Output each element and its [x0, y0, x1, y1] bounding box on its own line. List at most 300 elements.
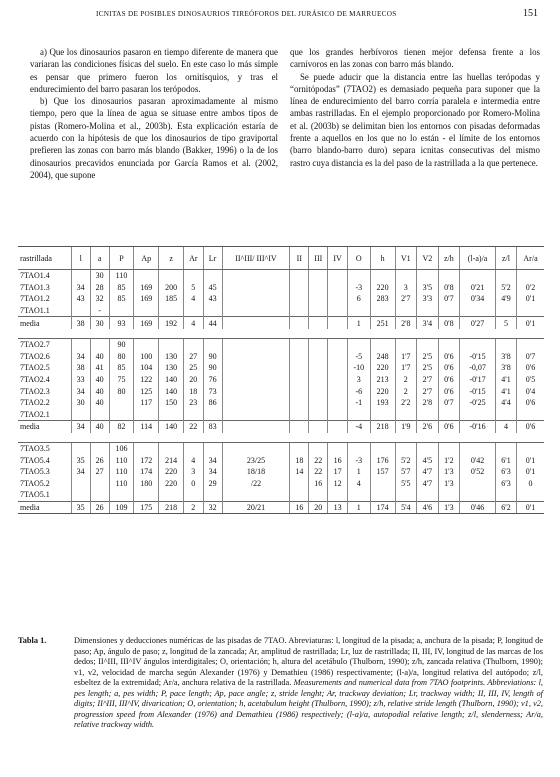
table-cell: 20 — [309, 501, 328, 514]
table-cell: 34 — [203, 454, 222, 466]
table-cell: 1 — [347, 466, 370, 478]
table-cell — [328, 317, 348, 329]
table-cell — [370, 338, 395, 350]
table-cell: 18 — [290, 454, 309, 466]
table-row — [18, 351, 544, 363]
table-cell — [109, 305, 134, 317]
table-cell — [309, 305, 328, 317]
table-cell: 1 — [347, 501, 370, 514]
table-cell — [347, 338, 370, 350]
table-cell: -0'15 — [460, 385, 496, 397]
table-cell: 18 — [184, 385, 204, 397]
table-cell: 16 — [328, 454, 348, 466]
column-header: z/h — [438, 247, 460, 270]
table-cell: 0'4 — [517, 385, 544, 397]
table-cell — [222, 338, 290, 350]
table-row — [18, 442, 544, 454]
table-cell: 34 — [71, 282, 90, 294]
table-cell: 1'9 — [395, 421, 417, 433]
table-cell: 0'7 — [438, 397, 460, 409]
table-cell — [370, 442, 395, 454]
paragraph: que los grandes herbívoros tienen mejor defensa frente a los carnívoros en las zonas con barro más blando. — [290, 47, 540, 70]
table-cell: 4'5 — [417, 454, 439, 466]
table-cell: 86 — [203, 397, 222, 409]
table-cell — [460, 489, 496, 501]
table-cell: 2'8 — [417, 397, 439, 409]
table-cell: 0'6 — [517, 362, 544, 374]
paragraph: Se puede aducir que la distancia entre las huellas terópodas y “ornitópodas” (7TAO2) es demasiado pequeña para suponer que la línea de endurecimiento del barro corría paralela e intermedia entre ambas rastrilladas. En el ejemplo proporcionado por Romero-Molina et al. (2003b) se delimitan bien los entornos con pisadas deformadas frente a aquellos en los que no lo están - el límite de los entornos (barro blando-barro duro) separa icnitas consecutivas del mismo rastro cuya distancia es la del paso de la rastrillada a la que pertenece. — [290, 71, 540, 168]
table-cell — [417, 489, 439, 501]
table-cell: 0'1 — [517, 501, 544, 514]
column-header: z — [159, 247, 184, 270]
table-cell — [203, 409, 222, 421]
spacer-cell — [18, 433, 544, 443]
table-cell — [417, 409, 439, 421]
table-cell — [328, 421, 348, 433]
table-cell: 5'4 — [395, 501, 417, 514]
column-header: Lr — [203, 247, 222, 270]
table-cell — [290, 305, 309, 317]
table-cell: 4'1 — [495, 374, 516, 386]
table-cell — [417, 305, 439, 317]
table-cell — [438, 442, 460, 454]
group-spacer — [18, 433, 544, 443]
table-cell: 185 — [159, 293, 184, 305]
table-cell: 2'6 — [417, 421, 439, 433]
table-cell: 18/18 — [222, 466, 290, 478]
table-cell: 27 — [90, 466, 109, 478]
table-cell: 1'3 — [438, 478, 460, 490]
table-cell: 35 — [71, 501, 90, 514]
table-cell: 14 — [290, 466, 309, 478]
table-cell: 3 — [347, 374, 370, 386]
table-cell: -10 — [347, 362, 370, 374]
table-cell — [290, 385, 309, 397]
column-header: (l-a)/a — [460, 247, 496, 270]
table-cell: 4 — [495, 421, 516, 433]
table-cell: 117 — [134, 397, 159, 409]
paragraph: a) Que los dinosaurios pasaron en tiempo diferente de manera que variaran las condiciones físicas del suelo. En este caso lo más simple es pensar que primero fueron los ornitísquios, y tras el endurecimiento del barro pasaran los terópodos. — [30, 47, 278, 94]
table-cell: 283 — [370, 293, 395, 305]
table-cell — [517, 270, 544, 282]
table-cell: 100 — [134, 351, 159, 363]
table-cell: 43 — [71, 293, 90, 305]
table-cell: 1'7 — [395, 351, 417, 363]
table-cell: 0'6 — [517, 397, 544, 409]
table-cell: 213 — [370, 374, 395, 386]
table-cell — [417, 270, 439, 282]
table-cell: 0'21 — [460, 282, 496, 294]
table-cell — [417, 442, 439, 454]
table-cell: 214 — [159, 454, 184, 466]
table-cell — [347, 489, 370, 501]
table-cell: -1 — [347, 397, 370, 409]
table-cell: 110 — [109, 454, 134, 466]
table-cell: 29 — [203, 478, 222, 490]
table-cell: 2'2 — [395, 397, 417, 409]
table-cell: -6 — [347, 385, 370, 397]
table-cell — [495, 409, 516, 421]
table-cell — [159, 409, 184, 421]
table-cell: 0'7 — [517, 351, 544, 363]
table-cell: -0,07 — [460, 362, 496, 374]
table-cell: 93 — [109, 317, 134, 329]
table-cell: 248 — [370, 351, 395, 363]
column-header: Ar — [184, 247, 204, 270]
row-label-cell: 7TAO2.2 — [20, 398, 50, 408]
table-cell — [438, 305, 460, 317]
row-label-cell: 7TAO3.5 — [18, 442, 71, 454]
table-cell: 20/21 — [222, 501, 290, 514]
table-header-row — [18, 247, 544, 270]
table-cell — [71, 305, 90, 317]
table-cell: 82 — [109, 421, 134, 433]
caption-english: Measurements and numerical data from 7TAO footprints. Abbreviations: l, pes length; a, pes width; P, pace length; Ap, pace angle; z, stride lenght; Ar, trackway deviation; Lr, trackway width; II, III, IV, length of digits; II^III, III^IV, divarication; O, orientation; h, acetabulum height (Thulborn, 1990); z/h, relative stride length (Thulborn, 1990); v1, v2, progression speed from Alexander (1976) and Demathieu (1986) respectively; (l-a)/a, autopodial relative length; z/l, slenderness; Ar/a, relative trackway width. — [74, 678, 543, 729]
running-title: ICNITAS DE POSIBLES DINOSAURIOS TIREÓFOROS DEL JURÁSICO DE MARRUECOS — [96, 10, 397, 18]
measurements-table — [18, 246, 544, 514]
table-cell: 0'6 — [438, 421, 460, 433]
row-label-cell: 7TAO1.1 — [20, 306, 50, 316]
table-cell — [222, 421, 290, 433]
table-cell: 140 — [159, 421, 184, 433]
table-cell: 33 — [71, 374, 90, 386]
table-cell: 27 — [184, 351, 204, 363]
table-row — [18, 338, 544, 350]
table-cell: 140 — [159, 374, 184, 386]
table-cell — [184, 409, 204, 421]
right-column — [290, 46, 540, 169]
table-cell — [222, 282, 290, 294]
table-cell: 4'7 — [417, 478, 439, 490]
table-cell: 22 — [309, 466, 328, 478]
table-cell — [347, 409, 370, 421]
table-cell — [90, 478, 109, 490]
table-cell — [90, 489, 109, 501]
row-label-cell: 7TAO2.1 — [20, 409, 50, 419]
row-label-cell: 7TAO1.3 — [20, 282, 50, 292]
table-cell — [90, 442, 109, 454]
mean-row — [18, 317, 544, 329]
table-cell — [438, 489, 460, 501]
row-label-cell: 7TAO5.1 — [20, 490, 50, 500]
row-label-cell: media — [18, 317, 71, 329]
table-cell — [370, 489, 395, 501]
table-cell: 2 — [184, 501, 204, 514]
table-cell — [347, 270, 370, 282]
table-cell: 220 — [159, 478, 184, 490]
table-cell: 2'5 — [417, 362, 439, 374]
table-cell — [159, 270, 184, 282]
table-cell: /22 — [222, 478, 290, 490]
table-cell: 3 — [184, 466, 204, 478]
table-row — [18, 489, 544, 501]
table-row — [18, 282, 544, 294]
table-cell: 34 — [71, 385, 90, 397]
table-cell: 220 — [370, 385, 395, 397]
table-cell: -0'17 — [460, 374, 496, 386]
table-cell — [71, 338, 90, 350]
row-label-cell: 7TAO5.3 — [20, 467, 50, 477]
table-cell — [438, 270, 460, 282]
table-cell: 22 — [184, 421, 204, 433]
table-cell: 140 — [159, 385, 184, 397]
table-cell: 0'5 — [517, 374, 544, 386]
row-label-cell: media — [18, 501, 71, 514]
table-cell: 0'1 — [517, 293, 544, 305]
table-cell — [203, 442, 222, 454]
table-cell: 4'9 — [495, 293, 516, 305]
table-cell: 220 — [159, 466, 184, 478]
table-cell: 2'7 — [417, 385, 439, 397]
table-cell: 2'8 — [395, 317, 417, 329]
table-cell: 0'46 — [460, 501, 496, 514]
table-cell: 0'42 — [460, 454, 496, 466]
table-cell: 32 — [203, 501, 222, 514]
table-cell: 174 — [370, 501, 395, 514]
table-cell — [309, 270, 328, 282]
table-cell: 2 — [395, 385, 417, 397]
table-cell — [222, 397, 290, 409]
table-cell: 4'6 — [417, 501, 439, 514]
table-cell: 3'4 — [417, 317, 439, 329]
table-cell: 125 — [134, 385, 159, 397]
mean-row — [18, 501, 544, 514]
table-cell — [309, 351, 328, 363]
table-cell — [159, 442, 184, 454]
table-cell — [222, 374, 290, 386]
table-cell: 5 — [184, 282, 204, 294]
table-cell: 0'2 — [517, 282, 544, 294]
table-cell — [328, 282, 348, 294]
table-cell: 0'27 — [460, 317, 496, 329]
table-cell: 80 — [109, 385, 134, 397]
column-header: IV — [328, 247, 348, 270]
table-cell — [370, 409, 395, 421]
table-cell — [417, 338, 439, 350]
table-cell — [290, 421, 309, 433]
row-label-cell: 7TAO2.4 — [20, 375, 50, 385]
table-cell: 90 — [203, 351, 222, 363]
row-label-cell: media — [18, 421, 71, 433]
table-cell: 169 — [134, 293, 159, 305]
table-cell — [222, 270, 290, 282]
table-cell — [438, 409, 460, 421]
table-cell: 80 — [109, 351, 134, 363]
table-cell: 40 — [90, 374, 109, 386]
table-cell — [109, 397, 134, 409]
table-cell: 13 — [328, 501, 348, 514]
table-cell: 85 — [109, 293, 134, 305]
table-cell — [460, 409, 496, 421]
table-cell — [495, 270, 516, 282]
table-cell: 4 — [184, 293, 204, 305]
table-cell — [370, 478, 395, 490]
table-cell — [495, 338, 516, 350]
table-cell — [71, 409, 90, 421]
table-cell — [71, 442, 90, 454]
table-cell — [290, 489, 309, 501]
table-cell — [184, 442, 204, 454]
table-cell: 32 — [90, 293, 109, 305]
table-cell — [90, 409, 109, 421]
row-label-cell: 7TAO5.2 — [20, 478, 50, 488]
row-label-cell: 7TAO2.3 — [20, 386, 50, 396]
table-cell: 76 — [203, 374, 222, 386]
column-header: V1 — [395, 247, 417, 270]
table-cell — [222, 317, 290, 329]
table-cell: 0'34 — [460, 293, 496, 305]
table-cell: 192 — [159, 317, 184, 329]
row-label-cell: 7TAO1.2 — [20, 294, 50, 304]
table-body — [18, 270, 544, 514]
table-cell: 20 — [184, 374, 204, 386]
table-cell: 0'7 — [438, 293, 460, 305]
table-cell — [517, 305, 544, 317]
table-cell — [395, 270, 417, 282]
table-cell — [290, 282, 309, 294]
table-cell: 16 — [309, 478, 328, 490]
table-cell — [71, 270, 90, 282]
table-cell: 45 — [203, 282, 222, 294]
table-cell: 220 — [370, 282, 395, 294]
table-cell — [222, 293, 290, 305]
table-cell: 110 — [109, 466, 134, 478]
table-cell — [460, 270, 496, 282]
table-cell: 85 — [109, 282, 134, 294]
table-cell: 6'1 — [495, 454, 516, 466]
table-row — [18, 466, 544, 478]
table-cell — [90, 338, 109, 350]
table-cell: 38 — [71, 362, 90, 374]
row-label-cell: 7TAO2.7 — [18, 338, 71, 350]
table-cell: 1'3 — [438, 466, 460, 478]
table-cell — [438, 338, 460, 350]
table-cell: 0'6 — [438, 374, 460, 386]
table-cell: 22 — [309, 454, 328, 466]
table-cell: 26 — [90, 501, 109, 514]
table-cell — [395, 442, 417, 454]
table-cell — [134, 442, 159, 454]
caption-label: Tabla 1. — [18, 636, 47, 645]
table-cell: 25 — [184, 362, 204, 374]
table-cell: 0 — [184, 478, 204, 490]
table-cell: 34 — [71, 466, 90, 478]
table-cell — [460, 442, 496, 454]
row-label-cell: 7TAO2.6 — [20, 351, 50, 361]
table-cell: 28 — [90, 282, 109, 294]
table-cell — [184, 338, 204, 350]
table-cell: 5'7 — [395, 466, 417, 478]
table-cell — [328, 270, 348, 282]
table-cell — [395, 409, 417, 421]
column-header: II — [290, 247, 309, 270]
table-cell: 2 — [395, 374, 417, 386]
table-cell: 1'7 — [395, 362, 417, 374]
table-cell: 0'8 — [438, 282, 460, 294]
table-cell: 4'1 — [495, 385, 516, 397]
table-cell: 43 — [203, 293, 222, 305]
table-cell — [460, 305, 496, 317]
table-cell — [328, 305, 348, 317]
column-header: z/l — [495, 247, 516, 270]
table-cell — [395, 338, 417, 350]
spacer-cell — [18, 329, 544, 339]
running-head — [0, 6, 560, 24]
table-cell: 23 — [184, 397, 204, 409]
table-cell: 23/25 — [222, 454, 290, 466]
table-cell: 218 — [159, 501, 184, 514]
table-cell: 6'3 — [495, 466, 516, 478]
table-cell — [309, 338, 328, 350]
table-cell: 0'6 — [438, 362, 460, 374]
table-cell — [495, 442, 516, 454]
table-caption — [18, 636, 543, 731]
table-cell — [290, 338, 309, 350]
table-cell: 0'8 — [438, 317, 460, 329]
table-cell: 73 — [203, 385, 222, 397]
table-cell: 6'3 — [495, 478, 516, 490]
table-cell: 26 — [90, 454, 109, 466]
table-cell — [347, 442, 370, 454]
table-cell: 0'1 — [517, 454, 544, 466]
table-row — [18, 409, 544, 421]
table-cell: 83 — [203, 421, 222, 433]
table-cell: 0'52 — [460, 466, 496, 478]
table-cell — [370, 270, 395, 282]
table-cell — [309, 317, 328, 329]
table-cell: 169 — [134, 282, 159, 294]
table-cell: 4 — [184, 454, 204, 466]
column-header: II^III/ III^IV — [222, 247, 290, 270]
table-cell — [290, 362, 309, 374]
table-cell — [328, 293, 348, 305]
column-header: l — [71, 247, 90, 270]
table-cell — [517, 409, 544, 421]
paragraph: b) Que los dinosaurios pasaran aproximadamente al mismo tiempo, pero que la línea de agua se situase entre ambos tipos de pistas (Romero-Molina et al., 2003b). Esta explicación estaría de acuerdo con la hipótesis de que los dinosaurios de tipo graviportal prefieren las zonas con barro más blando (Bakker, 1996) o la de los dinosaurios precavidos enunciada por García Ramos et al. (2002, 2004), que supone — [30, 96, 278, 180]
table-cell — [290, 293, 309, 305]
table-cell — [159, 305, 184, 317]
table-cell — [222, 385, 290, 397]
table-cell — [184, 270, 204, 282]
table-cell: 12 — [328, 478, 348, 490]
table-cell — [290, 270, 309, 282]
table-cell — [309, 421, 328, 433]
table-cell — [184, 489, 204, 501]
table-cell: 5'5 — [395, 478, 417, 490]
table-cell — [134, 489, 159, 501]
table-cell — [184, 305, 204, 317]
column-header: Ar/a — [517, 247, 544, 270]
table-cell: 176 — [370, 454, 395, 466]
table-cell: 0'6 — [438, 385, 460, 397]
table-cell: 110 — [109, 478, 134, 490]
table-cell: 4 — [347, 478, 370, 490]
table-cell — [290, 317, 309, 329]
table-cell — [309, 282, 328, 294]
table-cell — [328, 351, 348, 363]
page-number: 151 — [523, 8, 538, 19]
table-cell: 169 — [134, 317, 159, 329]
table-cell: 75 — [109, 374, 134, 386]
table-cell — [71, 489, 90, 501]
table-cell: 30 — [71, 397, 90, 409]
table-cell — [134, 338, 159, 350]
table-cell: 180 — [134, 478, 159, 490]
caption-spanish: Dimensiones y deducciones numéricas de las pisadas de 7TAO. Abreviaturas: l, longitud de la pisada; a, anchura de la pisada; P, longitud de paso; Ap, ángulo de paso; z, longitud de la zancada; Ar, amplitud de rastrillada; Lr, luz de rastrillada; II, III, IV, longitud de las marcas de los dedos; II^III, III^IV ángulos interdigitales; O, orientación; h, altura del acetábulo (Thulborn, 1990); z/h, zancada relativa (Thulborn, 1990); v1, v2, velocidad de marcha según Alexander (1976) y Demathieu (1986) respectivamente; (l-a)/a, longitud relativa del autópodo; z/l, esbeltez de la extremidad; Ar/a, anchura relativa de la rastrillada. — [74, 636, 543, 687]
table-cell — [222, 489, 290, 501]
table-cell: 30 — [90, 317, 109, 329]
table-cell: 0 — [517, 478, 544, 490]
